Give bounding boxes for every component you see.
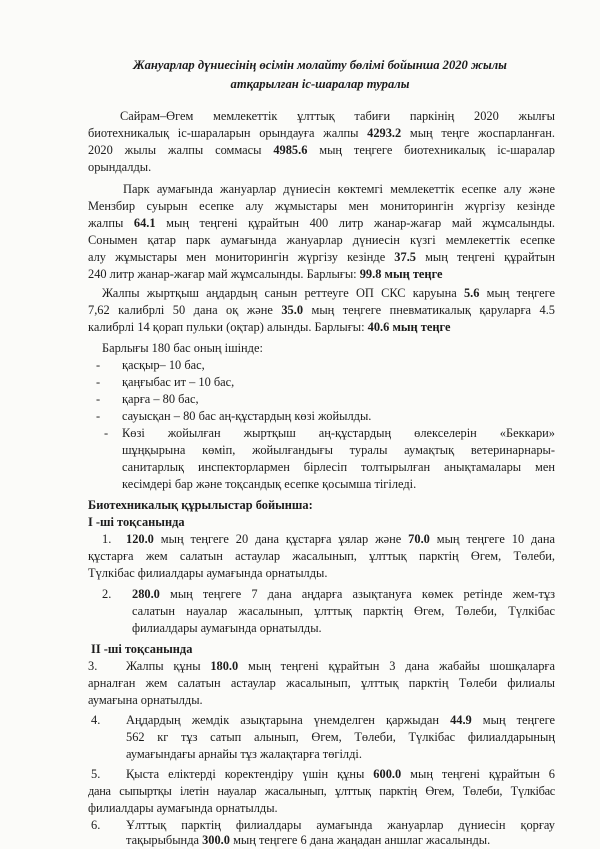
item-6-line-1: Ұлттық парктің филиалдары аумағында жануарлар дүниесін қорғау (126, 818, 555, 832)
item-2-line-1: 280.0 мың теңгеге 7 дана аңдарға азықтануға көмек ретінде жем-тұз (132, 587, 555, 601)
item-3-line-3: аумағына орнатылды. (88, 693, 203, 707)
item-1-line-3: Түлкібас филиалдары аумағында орнатылды. (88, 566, 328, 580)
item-4-line-3: аумағындағы арнайы тұз жалақтарға төгілді. (126, 747, 362, 761)
p2-line-4: Сонымен қатар парк аумағында жануарлар дүниесін күзгі мемлекеттік есепке (88, 233, 555, 247)
p1-line-3: 2020 жылы жалпы соммасы 4985.6 мың теңгеге биотехникалық іс-шаралар (88, 143, 555, 157)
bullet-item: сауысқан – 80 бас аң-құстардың көзі жойылды. (122, 409, 372, 423)
p3-line-1: Жалпы жыртқыш аңдардың санын реттеуге ОП СКС каруына 5.6 мың теңгеге (102, 286, 556, 300)
item-5-line-3: филиалдары аумағында орнатылды. (88, 801, 278, 815)
item-5-line-1: Қыста еліктерді коректендіру үшін құны 600.0 мың теңгені құрайтын 6 (126, 767, 555, 781)
bullet-item: қаңғыбас ит – 10 бас, (122, 375, 235, 389)
bullet5-line-4: кесімдері бар және тоқсандық есепке қосымша тігіледі. (122, 477, 417, 491)
item-number: 5. (91, 767, 101, 781)
bullet5-line-3: санитарлық инспекторлармен бірлесіп толтырылған анықтамалары мен (122, 460, 555, 474)
document-title (100, 56, 540, 94)
item-5-line-2: дана сыпыртқы ілетін науалар жасалынып, ұлттық парктің Өгем, Төлеби, Түлкібас (88, 784, 555, 798)
item-3-line-1: Жалпы құны 180.0 мың теңгені құрайтын 3 дана жабайы шошқаларға (126, 659, 555, 673)
item-2-line-2: салатын науалар жасалынып, ұлттық парктің Өгем, Төлеби, Түлкібас (132, 604, 555, 618)
bullet-mark: - (96, 409, 101, 423)
item-number: 6. (91, 818, 101, 832)
item-number: 4. (91, 713, 101, 727)
item-6-line-2: тақырыбында 300.0 мың теңгеге 6 дана жаңадан аншлаг жасалынды. (126, 833, 491, 847)
item-3-line-2: арналған жем салатын астаулар жасалынып, ұлттық парктің Төлеби филиалы (88, 676, 555, 690)
bullet5-line-1: Көзі жойылған жыртқыш аң-құстардың өлекселерін «Беккари» (122, 426, 555, 440)
p3-line-3: калибрлі 14 қорап пульки (оқтар) алынды. Барлығы: 40.6 мың теңге (88, 320, 451, 334)
bullet-mark: - (96, 392, 101, 406)
item-2-line-3: филиалдары аумағында орнатылды. (132, 621, 322, 635)
quarter-2-heading: ІІ -ші тоқсанында (91, 642, 193, 656)
title-line-1: Жануарлар дүниесінің өсімін молайту бөлімі бойынша 2020 жылы (133, 58, 507, 72)
p2-line-1: Парк аумағында жануарлар дүниесін көктемгі мемлекеттік есепке алу және (123, 182, 555, 196)
p1-line-1: Сайрам–Өгем мемлекеттік ұлттық табиғи паркінің 2020 жылғы (120, 109, 555, 123)
bullet-item: қарға – 80 бас, (122, 392, 199, 406)
item-1-line-1: 120.0 мың теңгеге 20 дана құстарға ұялар және 70.0 мың теңгеге 10 дана (126, 532, 555, 546)
bullet-item: қасқыр– 10 бас, (122, 358, 205, 372)
p2-line-6: 240 литр жанар-жағар май жұмсалынды. Барлығы: 99.8 мың теңге (88, 267, 443, 281)
p3-line-2: 7,62 калибрлі 50 дана оқ және 35.0 мың теңгеге пневматикалық қаруларға 4.5 (88, 303, 555, 317)
item-number: 1. (102, 532, 112, 546)
item-4-line-1: Аңдардың жемдік азықтарына үнемделген қаржыдан 44.9 мың теңгеге (126, 713, 555, 727)
item-number: 2. (102, 587, 112, 601)
bullet-mark: - (96, 358, 101, 372)
p2-line-3: жалпы 64.1 мың теңгені құрайтын 400 литр жанар-жағар май жұмсалынды. (88, 216, 556, 230)
p2-line-2: Мензбир суырын есепке алу жұмыстары мен мониторингін жүргізу кезінде (88, 199, 555, 213)
item-4-line-2: 562 кг тұз сатып алынып, Өгем, Төлеби, Түлкібас филиалдарының (126, 730, 555, 744)
total-heads-line: Барлығы 180 бас оның ішінде: (102, 341, 263, 355)
p2-line-5: алу жұмыстары мен мониторингін жүргізу кезінде 37.5 мың теңгені құрайтын (88, 250, 555, 264)
quarter-1-heading: І -ші тоқсанында (88, 515, 185, 529)
item-1-line-2: құстарға жем салатын астаулар жасалынып, ұлттық парктің Өгем, Төлеби, (88, 549, 555, 563)
p1-line-2: биотехникалық іс-шараларын орындауға жалпы 4293.2 мың теңге жоспарланған. (88, 126, 555, 140)
bullet5-line-2: шұңқырына көміп, жойылғандығы туралы аумақтық ветеринарнары- (122, 443, 555, 457)
bullet-mark: - (104, 426, 109, 440)
bullet-mark: - (96, 375, 101, 389)
title-line-2: атқарылған іс-шаралар туралы (230, 77, 410, 91)
section-heading: Биотехникалық құрылыстар бойынша: (88, 498, 313, 512)
p1-line-4: орындалды. (88, 160, 152, 174)
item-number: 3. (88, 659, 98, 673)
